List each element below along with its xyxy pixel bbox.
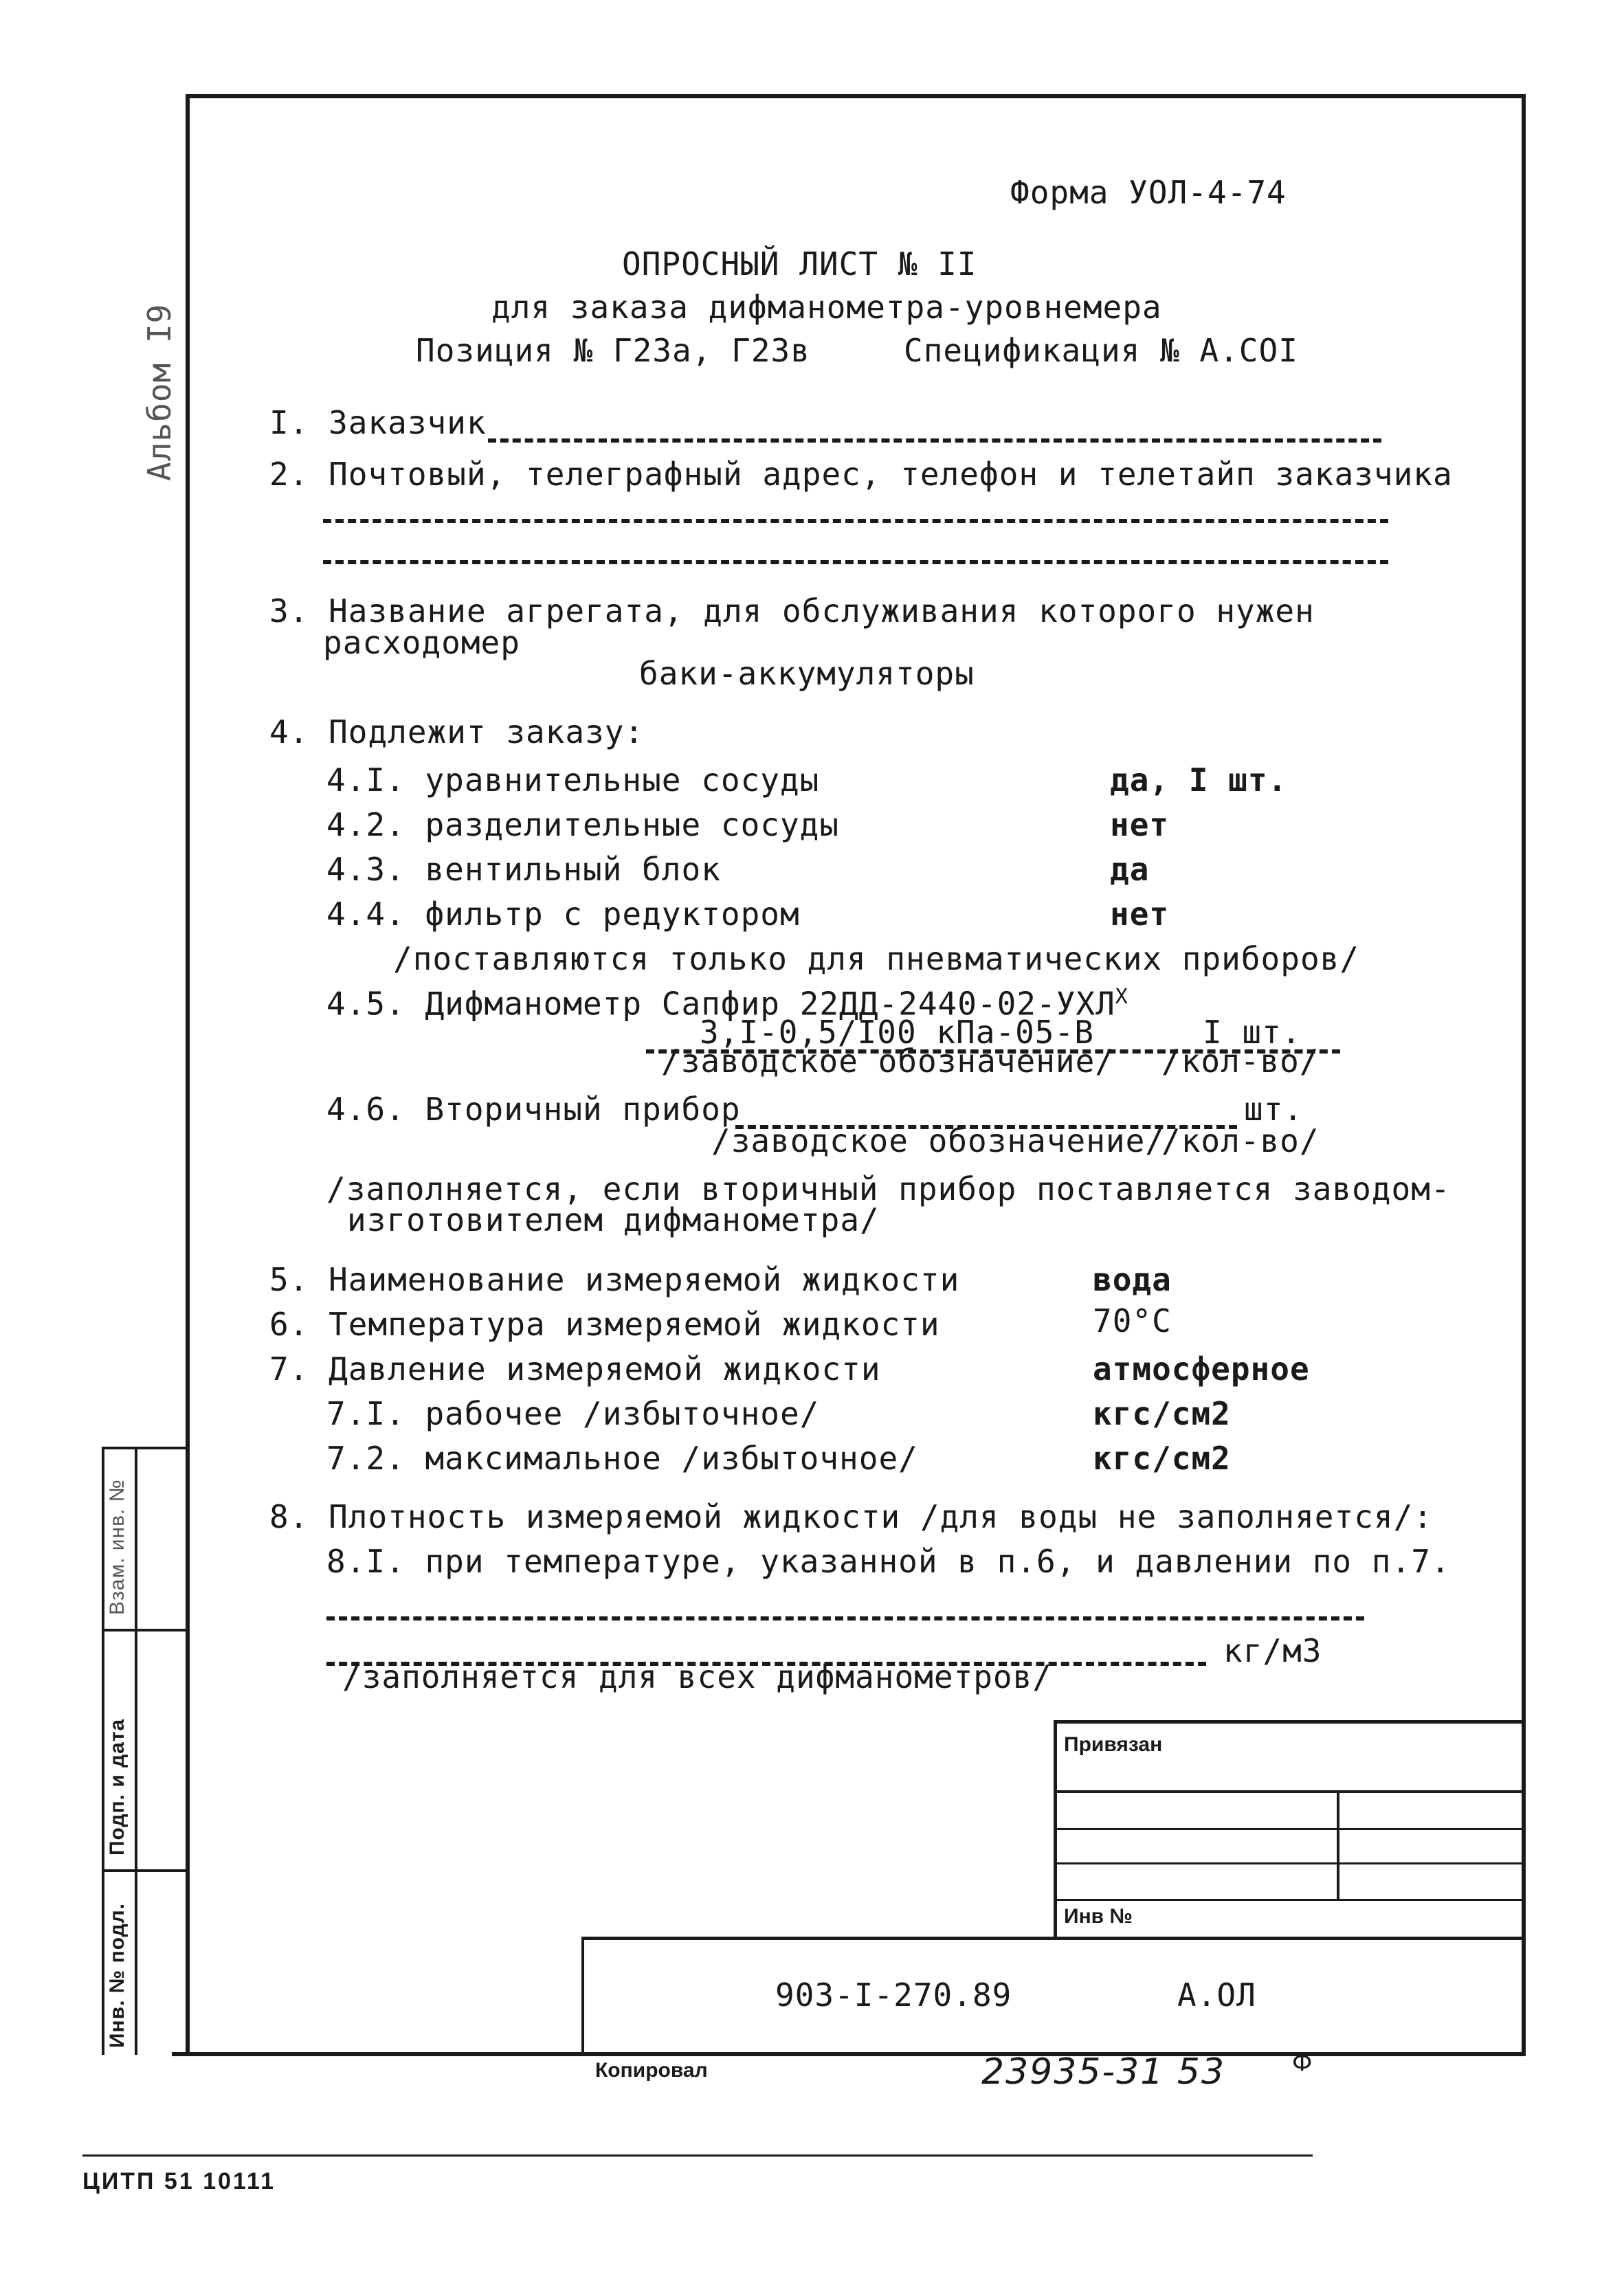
item-4-2-value: нет bbox=[1110, 806, 1170, 843]
item-5-label: 5. Наименование измеряемой жидкости bbox=[269, 1261, 960, 1298]
item-4-6-unit: шт. bbox=[1244, 1091, 1304, 1128]
aggregate-value: баки-аккумуляторы bbox=[639, 655, 975, 692]
frame-bottom bbox=[172, 2052, 1526, 2056]
item-4-5-text: 4.5. Дифманометр Сапфир 22ДД-2440-02-УХЛ bbox=[326, 985, 1115, 1023]
item-4-5-caption-qty: /кол-во/ bbox=[1161, 1043, 1320, 1080]
item-4-2-label: 4.2. разделительные сосуды bbox=[326, 806, 840, 843]
item-4-3-value: да bbox=[1110, 851, 1150, 888]
item-7-2-label: 7.2. максимальное /избыточное/ bbox=[326, 1440, 918, 1477]
print-code: ЦИТП 51 10111 bbox=[82, 2168, 276, 2194]
address-fill-line-2 bbox=[323, 560, 1388, 564]
item-8-1-note: /заполняется для всех дифманометров/ bbox=[342, 1658, 1052, 1695]
aggregate-label-1: 3. Название агрегата, для обслуживания которого нужен bbox=[269, 592, 1315, 630]
frame-right bbox=[1522, 94, 1526, 2056]
archive-number: 23935-31 53 bbox=[981, 2051, 1226, 2093]
customer-fill-line bbox=[488, 438, 1381, 443]
item-4-5-model: 3,I-0,5/I00 кПа-05-В bbox=[700, 1014, 1094, 1051]
item-4-4-note: /поставляются только для пневматических приборов/ bbox=[393, 940, 1360, 977]
doc-subtitle: для заказа дифманометра-уровнемера bbox=[491, 289, 1162, 326]
item-7-label: 7. Давление измеряемой жидкости bbox=[269, 1350, 881, 1388]
item-4-5-qty: I шт. bbox=[1203, 1014, 1302, 1051]
form-code: Форма УОЛ-4-74 bbox=[1010, 174, 1287, 211]
customer-label: I. Заказчик bbox=[269, 404, 487, 441]
item-8-1-unit: кг/м3 bbox=[1223, 1632, 1322, 1669]
frame-top bbox=[187, 94, 1526, 98]
item-4-6-caption-designation: /заводское обозначение/ bbox=[711, 1122, 1165, 1159]
item-8-label: 8. Плотность измеряемой жидкости /для воды не заполняется/: bbox=[269, 1498, 1433, 1535]
frame-left bbox=[186, 94, 190, 2056]
item-4-1-value: да, I шт. bbox=[1110, 761, 1288, 799]
item-4-1-label: 4.I. уравнительные сосуды bbox=[326, 761, 820, 799]
order-heading: 4. Подлежит заказу: bbox=[269, 713, 645, 750]
format-mark: Ф bbox=[1292, 2049, 1313, 2077]
item-4-6-note-2: изготовителем дифманометра/ bbox=[347, 1201, 880, 1238]
item-4-6-label: 4.6. Вторичный прибор bbox=[326, 1091, 741, 1128]
item-7-1-label: 7.I. рабочее /избыточное/ bbox=[326, 1395, 820, 1432]
album-label: Альбом I9 bbox=[141, 303, 178, 481]
vzam-inv-label: Взам. инв. № bbox=[106, 1479, 129, 1615]
item-4-5-caption-designation: /заводское обозначение/ bbox=[661, 1043, 1115, 1080]
item-7-1-value: кгс/см2 bbox=[1093, 1395, 1231, 1432]
aggregate-label-2: расходомер bbox=[323, 624, 520, 661]
item-6-value: 70°С bbox=[1093, 1302, 1172, 1339]
item-7-value: атмосферное bbox=[1093, 1350, 1310, 1388]
item-4-5-sup: X bbox=[1115, 985, 1128, 1009]
item-4-3-label: 4.3. вентильный блок bbox=[326, 851, 721, 888]
footer-rule bbox=[82, 2154, 1313, 2157]
item-4-6-note-1: /заполняется, если вторичный прибор поставляется заводом- bbox=[326, 1170, 1451, 1207]
position-line: Позиция № Г23а, Г23в bbox=[416, 332, 810, 369]
item-5-value: вода bbox=[1093, 1261, 1172, 1298]
address-label: 2. Почтовый, телеграфный адрес, телефон и телетайп заказчика bbox=[269, 456, 1453, 493]
inv-podl-label: Инв. № подл. bbox=[106, 1902, 129, 2048]
copied-label: Копировал bbox=[595, 2059, 708, 2082]
address-fill-line-1 bbox=[323, 519, 1388, 523]
item-6-label: 6. Температура измеряемой жидкости bbox=[269, 1306, 940, 1343]
item-8-1-label: 8.I. при температуре, указанной в п.6, и давлении по п.7. bbox=[326, 1543, 1451, 1580]
item-4-4-value: нет bbox=[1110, 895, 1170, 933]
specification-line: Спецификация № А.СОI bbox=[904, 332, 1298, 369]
sheet-code: А.ОЛ bbox=[1177, 1976, 1256, 2014]
item-4-6-caption-qty: /кол-во/ bbox=[1161, 1122, 1320, 1159]
stamp-privyazan: Привязан bbox=[1064, 1733, 1163, 1756]
item-7-2-value: кгс/см2 bbox=[1093, 1440, 1231, 1477]
stamp-inv-no: Инв № bbox=[1064, 1905, 1133, 1928]
item-4-4-label: 4.4. фильтр с редуктором bbox=[326, 895, 800, 933]
doc-code: 903-I-270.89 bbox=[775, 1976, 1012, 2014]
item-8-1-fill-line-1 bbox=[326, 1616, 1364, 1621]
podp-data-label: Подп. и дата bbox=[106, 1718, 129, 1856]
doc-title: ОПРОСНЫЙ ЛИСТ № II bbox=[622, 245, 977, 282]
